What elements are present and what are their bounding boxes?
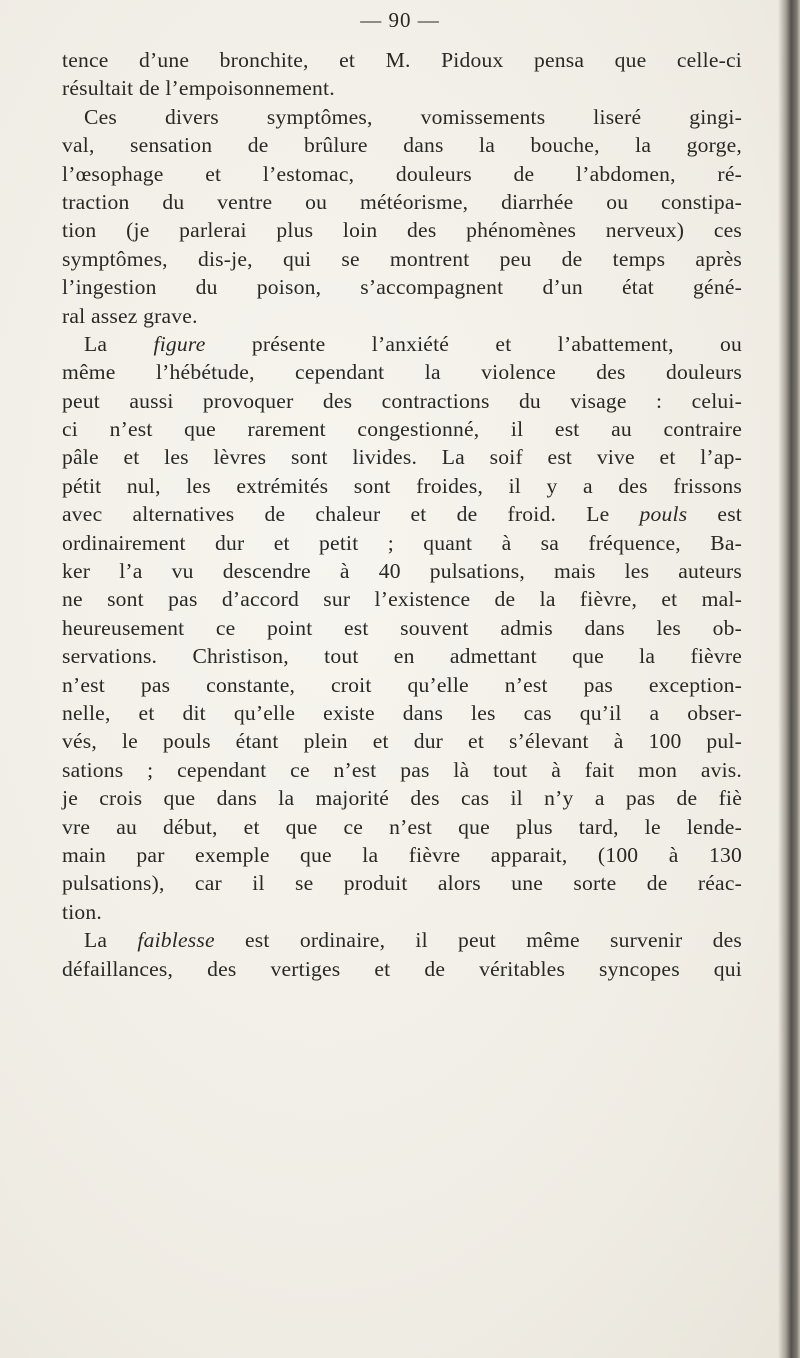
italic-term: figure [153, 331, 206, 356]
text-line [62, 245, 742, 273]
binding-shadow [778, 0, 800, 1358]
text-span: est ordinaire, il peut même survenir des [214, 928, 742, 953]
text-span: traction du ventre ou météorisme, diarrhée ou constipa- [62, 189, 742, 214]
text-span: résultait de l’empoisonnement. [62, 76, 335, 101]
text-span: val, sensation de brûlure dans la bouche, la gorge, [62, 133, 742, 158]
text-span: pâle et les lèvres sont livides. La soif est vive et l’ap- [62, 445, 742, 470]
text-line [62, 642, 742, 670]
text-line [62, 472, 742, 500]
text-line [62, 841, 742, 869]
text-line [62, 103, 742, 131]
text-span: pulsations), car il se produit alors une sorte de réac- [62, 871, 742, 896]
text-span: n’est pas constante, croit qu’elle n’est pas exception- [62, 672, 742, 697]
text-line [62, 869, 742, 897]
text-line [62, 699, 742, 727]
text-line [62, 46, 742, 74]
text-line [62, 529, 742, 557]
text-span: main par exemple que la fièvre apparait, (100 à 130 [62, 842, 742, 867]
text-line [62, 415, 742, 443]
text-line [62, 216, 742, 244]
text-span: nelle, et dit qu’elle existe dans les cas qu’il a obser- [62, 700, 742, 725]
text-span: servations. Christison, tout en admettant que la fièvre [62, 644, 742, 669]
text-line [62, 443, 742, 471]
text-span: heureusement ce point est souvent admis dans les ob- [62, 615, 742, 640]
text-line [62, 74, 742, 102]
text-span: ker l’a vu descendre à 40 pulsations, mais les auteurs [62, 559, 742, 584]
text-span: sations ; cependant ce n’est pas là tout à fait mon avis. [62, 757, 742, 782]
text-span: ordinairement dur et petit ; quant à sa fréquence, Ba- [62, 530, 742, 555]
text-line [62, 273, 742, 301]
text-line [62, 160, 742, 188]
text-span: tion (je parlerai plus loin des phénomènes nerveux) ces [62, 218, 742, 243]
text-span: défaillances, des vertiges et de véritables syncopes qui [62, 956, 742, 981]
text-line [62, 784, 742, 812]
text-line [62, 671, 742, 699]
text-line [62, 557, 742, 585]
text-span: ne sont pas d’accord sur l’existence de la fièvre, et mal- [62, 587, 742, 612]
text-span: tence d’une bronchite, et M. Pidoux pensa que celle-ci [62, 48, 742, 72]
text-span: même l’hébétude, cependant la violence des douleurs [62, 360, 742, 385]
text-line [62, 756, 742, 784]
text-span: présente l’anxiété et l’abattement, ou [205, 331, 743, 356]
italic-term: faiblesse [137, 928, 215, 953]
text-line [62, 614, 742, 642]
text-span: ci n’est que rarement congestionné, il est au contraire [62, 417, 742, 442]
text-line [62, 387, 742, 415]
text-span: symptômes, dis-je, qui se montrent peu de temps après [62, 246, 742, 271]
text-line [62, 926, 742, 954]
body-text [62, 46, 742, 983]
text-span: pétit nul, les extrémités sont froides, il y a des frissons [62, 473, 742, 498]
text-span: je crois que dans la majorité des cas il n’y a pas de fiè [62, 786, 742, 811]
text-line [62, 813, 742, 841]
text-line [62, 727, 742, 755]
text-span: La [84, 331, 154, 356]
text-span: l’ingestion du poison, s’accompagnent d’un état géné- [62, 275, 742, 300]
text-line [62, 898, 742, 926]
text-span: Ces divers symptômes, vomissements liseré gingi- [84, 104, 742, 129]
text-span: l’œsophage et l’estomac, douleurs de l’abdomen, ré- [62, 161, 742, 186]
text-span: vés, le pouls étant plein et dur et s’élevant à 100 pul- [62, 729, 742, 754]
text-line [62, 955, 742, 983]
text-span: est [687, 502, 743, 527]
text-span: ral assez grave. [62, 303, 198, 328]
text-line [62, 302, 742, 330]
text-line [62, 188, 742, 216]
text-span: vre au début, et que ce n’est que plus tard, le lende- [62, 814, 742, 839]
text-line [62, 500, 742, 528]
italic-term: pouls [639, 502, 688, 527]
text-line [62, 131, 742, 159]
text-span: tion. [62, 899, 102, 924]
text-line [62, 358, 742, 386]
text-line [62, 330, 742, 358]
text-line [62, 585, 742, 613]
text-span: peut aussi provoquer des contractions du visage : celui- [62, 388, 742, 413]
page-number: — 90 — [360, 8, 440, 32]
text-span: avec alternatives de chaleur et de froid. Le [62, 502, 640, 527]
text-span: La [84, 928, 138, 953]
